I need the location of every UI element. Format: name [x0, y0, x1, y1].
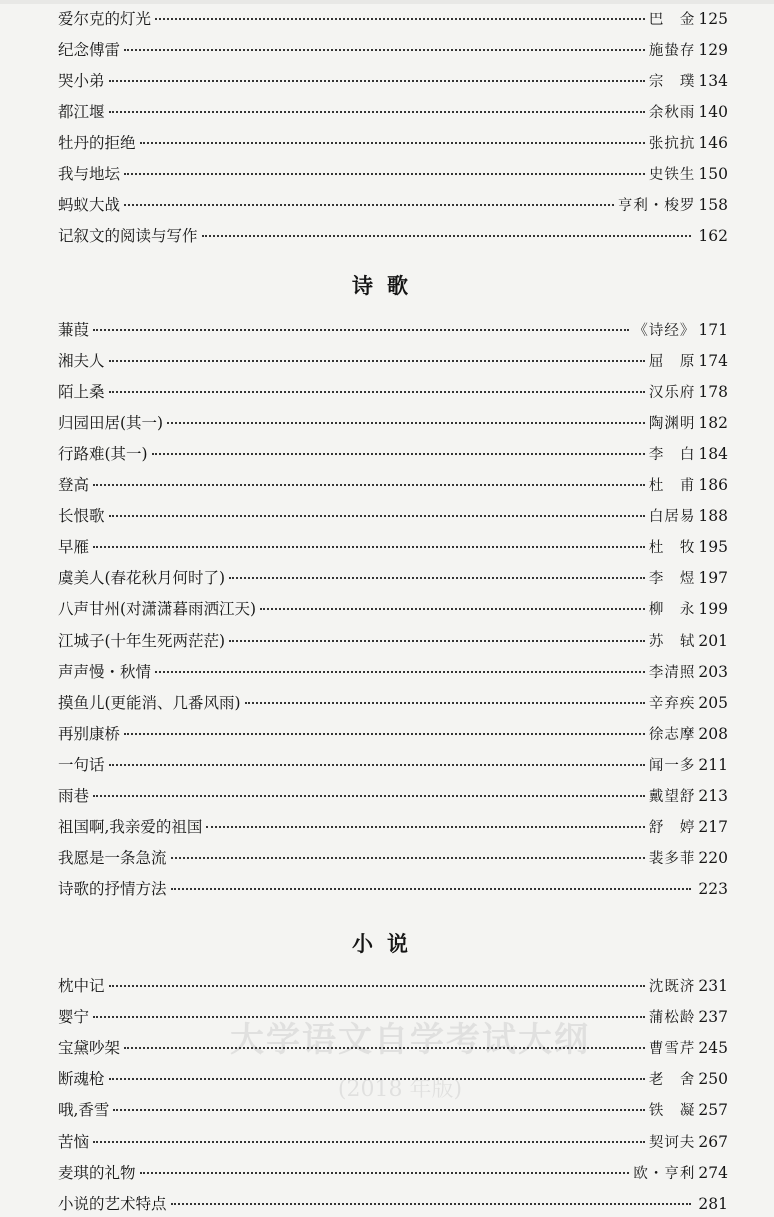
entry-title: 长恨歌 — [58, 507, 105, 526]
toc-entry — [58, 130, 728, 156]
entry-title: 蚂蚁大战 — [58, 196, 121, 214]
entry-author: 巴 金 — [648, 12, 696, 28]
toc-entry — [58, 752, 728, 778]
toc-entry — [58, 1035, 728, 1061]
entry-title: 我与地坛 — [58, 165, 121, 183]
dot-leader — [140, 1172, 630, 1174]
entry-author: 杜 甫 — [648, 478, 696, 495]
entry-author: 铁 凝 — [648, 1103, 696, 1120]
dot-leader — [152, 453, 645, 455]
dot-leader — [171, 888, 692, 890]
dot-leader — [124, 49, 645, 51]
toc-entry — [58, 783, 728, 809]
bleedthrough-subtitle: (2018 年版) — [337, 1077, 463, 1102]
entry-page-number: 140 — [698, 103, 728, 121]
entry-page-number: 201 — [698, 631, 728, 650]
dot-leader — [124, 733, 645, 735]
entry-author: 施蛰存 — [648, 43, 696, 59]
dot-leader — [171, 857, 645, 859]
entry-page-number: 217 — [698, 817, 728, 836]
entry-title: 蒹葭 — [58, 321, 90, 339]
entry-author: 沈既济 — [648, 979, 696, 995]
dot-leader — [93, 795, 645, 797]
entry-author: 舒 婷 — [648, 819, 696, 836]
entry-page-number: 231 — [698, 977, 728, 995]
entry-page-number: 162 — [698, 227, 728, 245]
toc-entry — [58, 534, 728, 560]
toc-entry — [58, 379, 728, 405]
dot-leader — [109, 1078, 645, 1080]
entry-author: 裴多菲 — [648, 850, 696, 867]
entry-title: 记叙文的阅读与写作 — [58, 227, 198, 245]
entry-title: 哭小弟 — [58, 72, 105, 90]
toc-entry — [58, 317, 728, 343]
toc-entry — [58, 721, 728, 747]
entry-title: 我愿是一条急流 — [58, 848, 167, 867]
entry-page-number: 158 — [698, 196, 728, 214]
dot-leader — [124, 173, 645, 175]
entry-title: 陌上桑 — [58, 383, 105, 402]
entry-page-number: 220 — [698, 848, 728, 867]
entry-page-number: 245 — [698, 1039, 728, 1058]
entry-page-number: 188 — [698, 507, 728, 526]
dot-leader — [140, 142, 645, 144]
dot-leader — [245, 702, 645, 704]
entry-page-number: 171 — [698, 321, 728, 339]
entry-page-number: 186 — [698, 476, 728, 495]
toc-entry — [58, 1066, 728, 1092]
dot-leader — [109, 515, 645, 517]
entry-title: 麦琪的礼物 — [58, 1163, 136, 1182]
dot-leader — [93, 546, 645, 548]
dot-leader — [124, 204, 614, 206]
entry-page-number: 250 — [698, 1070, 728, 1089]
entry-title: 湘夫人 — [58, 352, 105, 371]
toc-entry — [58, 441, 728, 467]
poetry-heading: 诗歌 — [352, 274, 422, 298]
entry-author: 辛弃疾 — [648, 695, 696, 712]
entry-author: 屈 原 — [648, 354, 696, 371]
entry-author: 杜 牧 — [648, 540, 696, 557]
dot-leader — [260, 608, 645, 610]
toc-entry — [58, 1129, 728, 1155]
fiction-heading: 小说 — [352, 932, 422, 956]
entry-title: 牡丹的拒绝 — [58, 134, 136, 152]
entry-title: 虞美人(春花秋月何时了) — [58, 569, 226, 588]
entry-author: 欧・亨利 — [633, 1165, 696, 1182]
entry-author: 李清照 — [648, 664, 696, 681]
toc-entry — [58, 161, 728, 187]
dot-leader — [109, 391, 645, 393]
entry-page-number: 281 — [698, 1194, 728, 1213]
entry-page-number: 199 — [698, 600, 728, 619]
entry-author: 苏 轼 — [648, 633, 696, 650]
toc-entry — [58, 565, 728, 591]
dot-leader — [171, 1203, 692, 1205]
entry-title: 江城子(十年生死两茫茫) — [58, 631, 226, 650]
entry-author: 老 舍 — [648, 1072, 696, 1089]
entry-page-number: 237 — [698, 1008, 728, 1027]
entry-page-number: 134 — [698, 72, 728, 90]
entry-title: 祖国啊,我亲爱的祖国 — [58, 817, 203, 836]
toc-entry — [58, 99, 728, 125]
entry-title: 诗歌的抒情方法 — [58, 879, 167, 898]
toc-entry — [58, 503, 728, 529]
dot-leader — [93, 1141, 645, 1143]
entry-author: 闻一多 — [648, 757, 696, 774]
entry-author: 李 白 — [648, 447, 696, 464]
entry-page-number: 205 — [698, 693, 728, 712]
bleedthrough-title: 大学语文自学考试大纲 — [230, 1020, 590, 1060]
dot-leader — [155, 671, 645, 673]
entry-author: 白居易 — [648, 509, 696, 526]
entry-title: 婴宁 — [58, 1008, 90, 1027]
dot-leader — [155, 18, 645, 20]
toc-entry — [58, 814, 728, 840]
entry-title: 纪念傅雷 — [58, 41, 121, 59]
entry-page-number: 182 — [698, 414, 728, 433]
entry-title: 都江堰 — [58, 103, 105, 121]
dot-leader — [109, 360, 645, 362]
entry-page-number: 197 — [698, 569, 728, 588]
toc-entry — [58, 628, 728, 654]
entry-author: 汉乐府 — [648, 385, 696, 402]
entry-page-number: 150 — [698, 165, 728, 183]
entry-page-number: 211 — [698, 755, 728, 774]
entry-author: 戴望舒 — [648, 788, 696, 805]
dot-leader — [109, 764, 645, 766]
page-top-edge — [0, 0, 774, 4]
entry-author: 契诃夫 — [648, 1134, 696, 1151]
entry-author: 李 煜 — [648, 571, 696, 588]
entry-title: 断魂枪 — [58, 1070, 105, 1089]
entry-page-number: 195 — [698, 538, 728, 557]
dot-leader — [113, 1109, 644, 1111]
dot-leader — [206, 826, 644, 828]
entry-page-number: 267 — [698, 1132, 728, 1151]
dot-leader — [93, 329, 629, 331]
toc-entry — [58, 1191, 728, 1217]
toc-entry — [58, 659, 728, 685]
dot-leader — [202, 235, 692, 237]
entry-title: 一句话 — [58, 755, 105, 774]
entry-page-number: 146 — [698, 134, 728, 152]
toc-entry — [58, 68, 728, 94]
toc-entry — [58, 596, 728, 622]
entry-author: 余秋雨 — [648, 105, 696, 121]
entry-author: 史铁生 — [648, 167, 696, 183]
entry-title: 爱尔克的灯光 — [58, 10, 152, 28]
entry-page-number: 213 — [698, 786, 728, 805]
entry-title: 早雁 — [58, 538, 90, 557]
dot-leader — [167, 422, 645, 424]
entry-page-number: 223 — [698, 879, 728, 898]
dot-leader — [109, 80, 645, 82]
dot-leader — [124, 1047, 645, 1049]
entry-author: 张抗抗 — [648, 136, 696, 152]
entry-page-number: 203 — [698, 662, 728, 681]
entry-title: 苦恼 — [58, 1132, 90, 1151]
toc-entry — [58, 973, 728, 999]
entry-page-number: 129 — [698, 41, 728, 59]
entry-title: 哦,香雪 — [58, 1101, 110, 1120]
entry-author: 徐志摩 — [648, 726, 696, 743]
toc-entry — [58, 223, 728, 249]
toc-entry — [58, 1004, 728, 1030]
toc-entry — [58, 410, 728, 436]
entry-title: 八声甘州(对潇潇暮雨洒江天) — [58, 600, 257, 619]
entry-author: 柳 永 — [648, 602, 696, 619]
dot-leader — [229, 577, 645, 579]
entry-page-number: 174 — [698, 352, 728, 371]
entry-title: 宝黛吵架 — [58, 1039, 121, 1058]
dot-leader — [109, 111, 645, 113]
entry-page-number: 125 — [698, 10, 728, 28]
entry-page-number: 208 — [698, 724, 728, 743]
toc-entry — [58, 472, 728, 498]
entry-title: 行路难(其一) — [58, 445, 148, 464]
entry-author: 宗 璞 — [648, 74, 696, 90]
entry-page-number: 184 — [698, 445, 728, 464]
toc-entry — [58, 845, 728, 871]
dot-leader — [229, 640, 645, 642]
entry-page-number: 274 — [698, 1163, 728, 1182]
dot-leader — [93, 484, 645, 486]
toc-entry — [58, 6, 728, 32]
entry-title: 登高 — [58, 476, 90, 495]
entry-page-number: 257 — [698, 1101, 728, 1120]
entry-title: 雨巷 — [58, 786, 90, 805]
entry-title: 小说的艺术特点 — [58, 1194, 167, 1213]
toc-entry — [58, 37, 728, 63]
dot-leader — [109, 985, 645, 987]
entry-author: 蒲松龄 — [648, 1010, 696, 1027]
entry-page-number: 178 — [698, 383, 728, 402]
entry-author: 亨利・梭罗 — [617, 198, 696, 214]
entry-author: 曹雪芹 — [648, 1041, 696, 1058]
toc-entry — [58, 690, 728, 716]
entry-title: 声声慢・秋情 — [58, 662, 152, 681]
toc-entry — [58, 1097, 728, 1123]
entry-title: 摸鱼儿(更能消、几番风雨) — [58, 693, 241, 712]
entry-author: 陶渊明 — [648, 416, 696, 433]
entry-title: 再别康桥 — [58, 724, 121, 743]
entry-title: 枕中记 — [58, 977, 105, 995]
toc-entry — [58, 1160, 728, 1186]
toc-entry — [58, 192, 728, 218]
dot-leader — [93, 1016, 645, 1018]
entry-author: 《诗经》 — [633, 323, 696, 339]
entry-title: 归园田居(其一) — [58, 414, 164, 433]
toc-entry — [58, 876, 728, 902]
toc-entry — [58, 348, 728, 374]
